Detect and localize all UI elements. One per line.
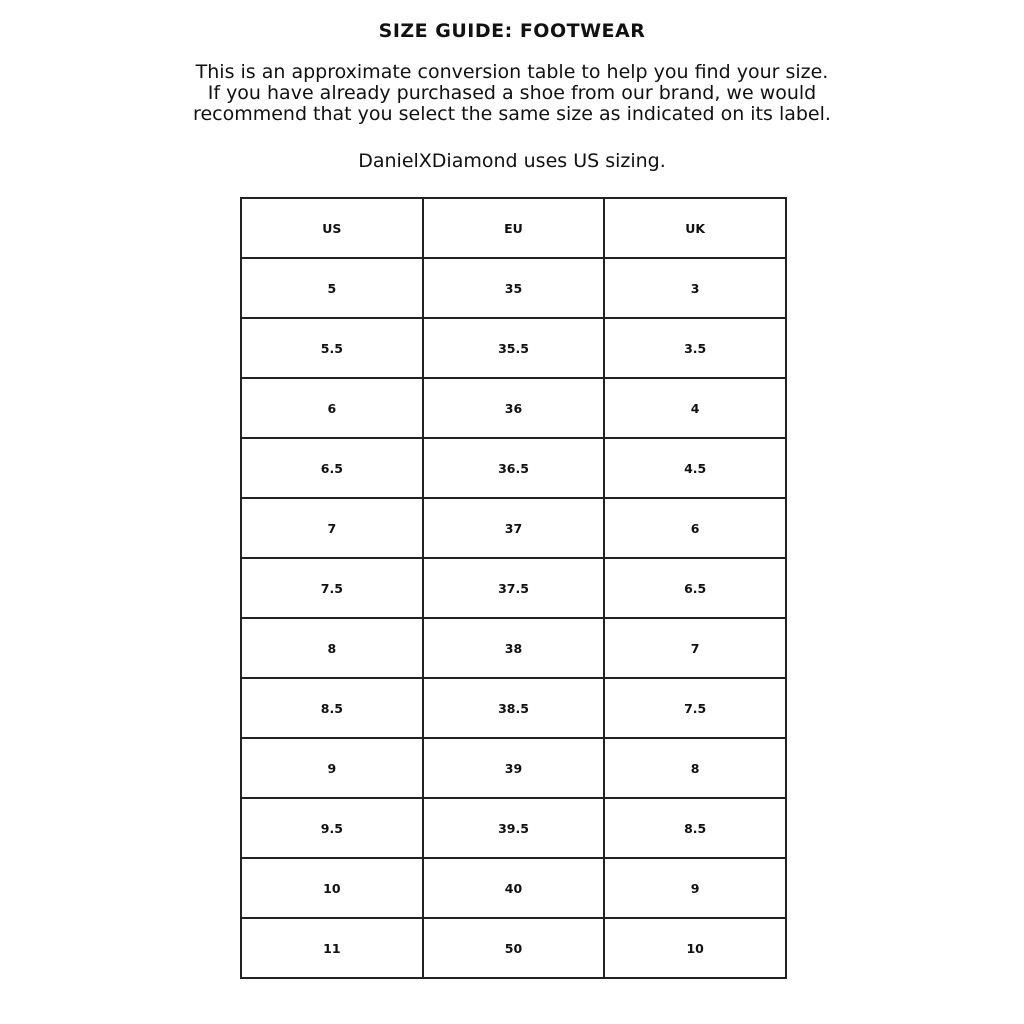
table-row <box>241 258 786 318</box>
table-row <box>241 318 786 378</box>
cell-uk: 9 <box>604 858 786 918</box>
intro-line: This is an approximate conversion table to help you find your size. <box>195 61 829 83</box>
cell-uk: 8.5 <box>604 798 786 858</box>
table-row <box>241 678 786 738</box>
table-row <box>241 498 786 558</box>
cell-uk: 7.5 <box>604 678 786 738</box>
table-row <box>241 378 786 438</box>
table-row <box>241 618 786 678</box>
cell-eu: 36.5 <box>423 438 605 498</box>
sizing-note: DanielXDiamond uses US sizing. <box>358 150 666 172</box>
table-row <box>241 858 786 918</box>
cell-us: 7.5 <box>241 558 423 618</box>
table-row <box>241 438 786 498</box>
cell-eu: 35.5 <box>423 318 605 378</box>
cell-uk: 6.5 <box>604 558 786 618</box>
cell-us: 9 <box>241 738 423 798</box>
cell-us: 5.5 <box>241 318 423 378</box>
cell-uk: 6 <box>604 498 786 558</box>
cell-uk: 7 <box>604 618 786 678</box>
size-table-container <box>240 197 787 979</box>
cell-eu: 37.5 <box>423 558 605 618</box>
cell-uk: 10 <box>604 918 786 978</box>
cell-us: 7 <box>241 498 423 558</box>
cell-us: 8.5 <box>241 678 423 738</box>
intro-line: If you have already purchased a shoe from our brand, we would <box>207 82 817 104</box>
size-conversion-table <box>240 197 787 979</box>
table-row <box>241 558 786 618</box>
cell-us: 11 <box>241 918 423 978</box>
cell-eu: 39.5 <box>423 798 605 858</box>
cell-uk: 4.5 <box>604 438 786 498</box>
table-row <box>241 918 786 978</box>
cell-us: 10 <box>241 858 423 918</box>
intro-text <box>0 62 1024 125</box>
cell-us: 9.5 <box>241 798 423 858</box>
cell-eu: 50 <box>423 918 605 978</box>
cell-eu: 39 <box>423 738 605 798</box>
table-header-row <box>241 198 786 258</box>
cell-eu: 40 <box>423 858 605 918</box>
cell-uk: 3 <box>604 258 786 318</box>
cell-us: 6.5 <box>241 438 423 498</box>
column-header-eu: EU <box>423 198 605 258</box>
cell-eu: 38 <box>423 618 605 678</box>
page-title: SIZE GUIDE: FOOTWEAR <box>378 20 646 42</box>
cell-eu: 37 <box>423 498 605 558</box>
intro-line: recommend that you select the same size as indicated on its label. <box>193 103 831 125</box>
cell-uk: 3.5 <box>604 318 786 378</box>
cell-us: 8 <box>241 618 423 678</box>
cell-uk: 8 <box>604 738 786 798</box>
table-row <box>241 798 786 858</box>
cell-uk: 4 <box>604 378 786 438</box>
column-header-us: US <box>241 198 423 258</box>
cell-us: 6 <box>241 378 423 438</box>
cell-eu: 35 <box>423 258 605 318</box>
column-header-uk: UK <box>604 198 786 258</box>
cell-eu: 38.5 <box>423 678 605 738</box>
cell-us: 5 <box>241 258 423 318</box>
cell-eu: 36 <box>423 378 605 438</box>
table-row <box>241 738 786 798</box>
